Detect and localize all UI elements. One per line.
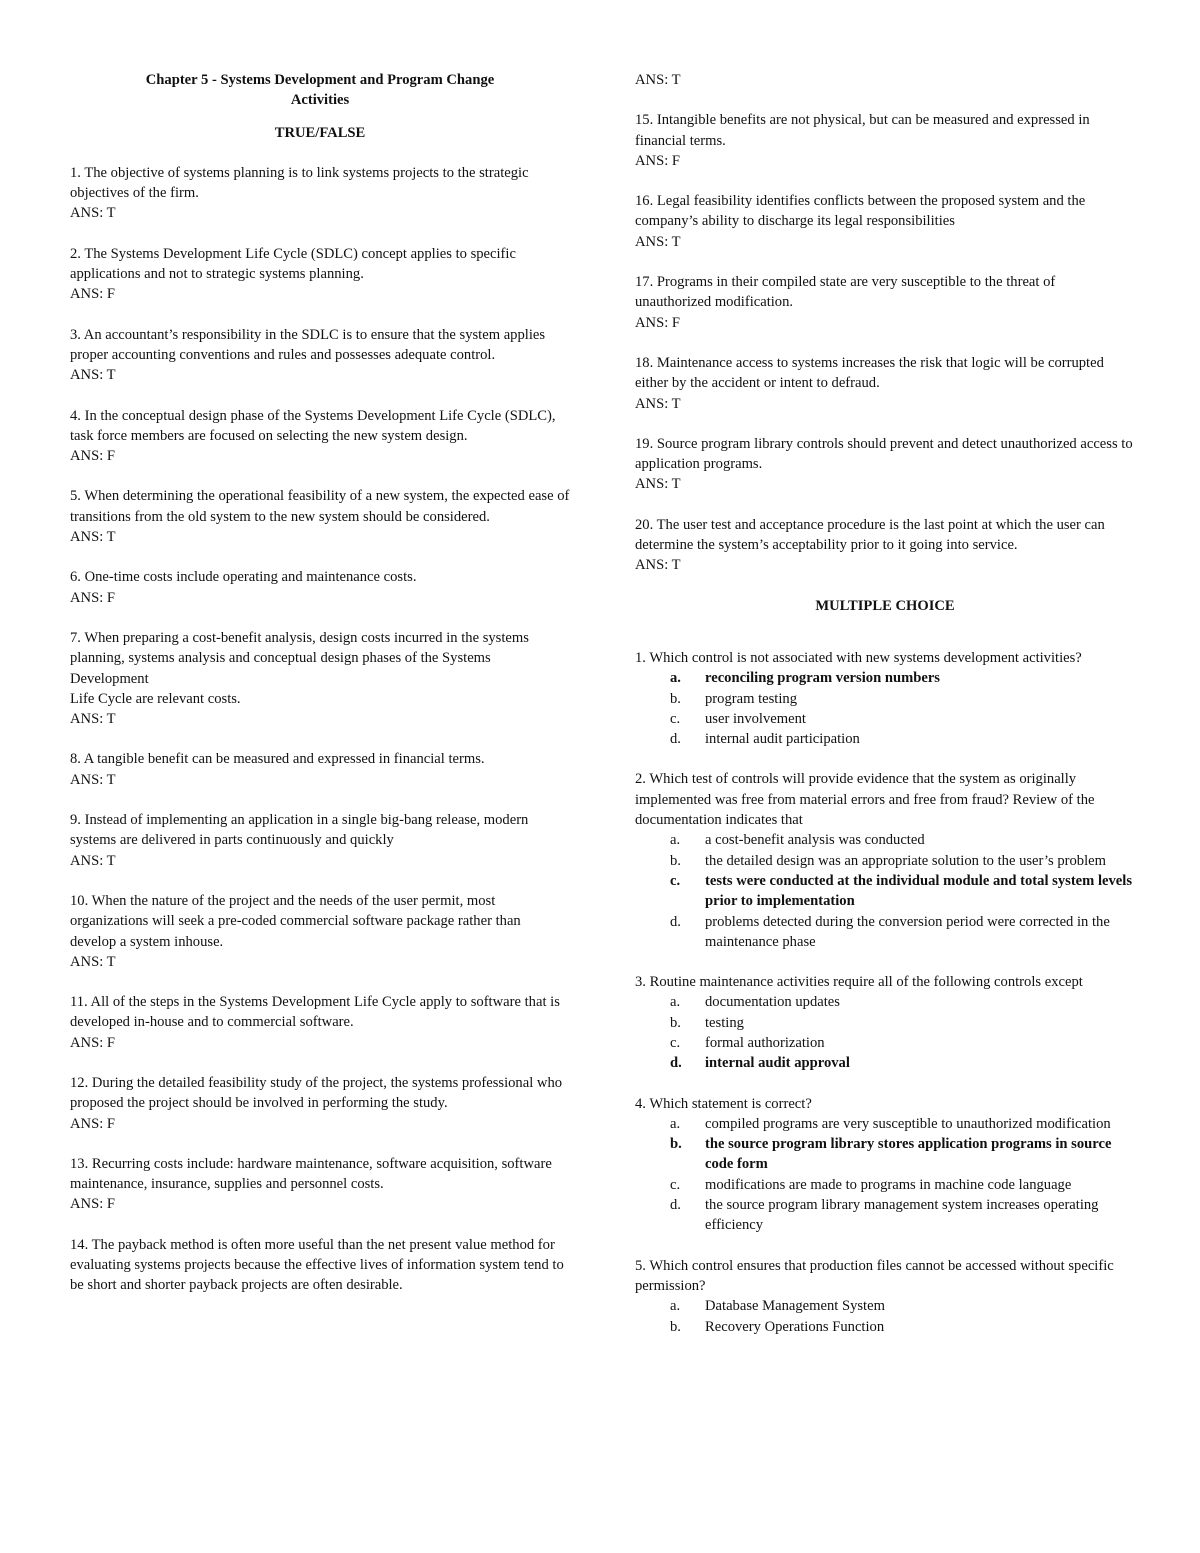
tf-question-1: 1. The objective of systems planning is to link systems projects to the strategic objectives of the firm. ANS: T: [70, 163, 570, 224]
mc-question-3: 3. Routine maintenance activities require all of the following controls except a. documentation updates b. testing c. formal authorization d. internal audit approval: [635, 972, 1135, 1073]
mc-option: d. internal audit approval: [670, 1055, 850, 1072]
answer: ANS: F: [70, 286, 116, 303]
answer: ANS: F: [70, 1196, 116, 1213]
page-title: [70, 70, 570, 111]
tf-question-4: 4. In the conceptual design phase of the Systems Development Life Cycle (SDLC), task force members are focused on selecting the new system design. ANS: F: [70, 406, 570, 467]
answer: ANS: T: [70, 852, 116, 869]
tf-question-13: 13. Recurring costs include: hardware maintenance, software acquisition, software maintenance, insurance, supplies and personnel costs. ANS: F: [70, 1154, 570, 1215]
mc-question-5: 5. Which control ensures that production files cannot be accessed without specific permission? a. Database Management System b. Recovery Operations Function: [635, 1256, 1135, 1337]
answer: ANS: F: [70, 589, 116, 606]
multiple-choice-heading: MULTIPLE CHOICE: [815, 597, 955, 614]
tf-question-10: 10. When the nature of the project and the needs of the user permit, most organizations will seek a pre-coded commercial software package rather than develop a system inhouse. ANS: T: [70, 891, 570, 972]
mc-question-1: 1. Which control is not associated with new systems development activities? a. reconciling program version numbers b. program testing c. user involvement d. internal audit participation: [635, 648, 1135, 749]
answer: ANS: F: [70, 1034, 116, 1051]
answer: ANS: T: [70, 367, 116, 384]
mc-option: c. formal authorization: [670, 1034, 825, 1051]
answer: ANS: T: [70, 529, 116, 546]
mc-question-4: 4. Which statement is correct? a. compiled programs are very susceptible to unauthorized modification b. the source program library stores application programs in source code form c. modifications are made to programs in machine code language d. the source program library management system increases operating efficiency: [635, 1094, 1135, 1236]
question-14-answer: ANS: T: [635, 72, 681, 88]
tf-question-3: 3. An accountant’s responsibility in the SDLC is to ensure that the system applies proper accounting conventions and rules and possesses adequate control. ANS: T: [70, 325, 570, 386]
mc-option: a. reconciling program version numbers: [670, 670, 940, 687]
tf-question-19: 19. Source program library controls should prevent and detect unauthorized access to application programs. ANS: T: [635, 434, 1135, 495]
tf-question-12: 12. During the detailed feasibility study of the project, the systems professional who proposed the project should be involved in performing the study. ANS: F: [70, 1073, 570, 1134]
left-column: [70, 70, 570, 1316]
mc-option: d. problems detected during the conversion period were corrected in the maintenance phase: [670, 913, 1110, 950]
title-line-2: Activities: [290, 92, 350, 109]
mc-option: a. Database Management System: [670, 1298, 885, 1315]
tf-question-14: 14. The payback method is often more useful than the net present value method for evaluating systems projects because the effective lives of information system tend to be short and shorter payback projects are often desirable.: [70, 1236, 564, 1294]
mc-option: b. testing: [670, 1014, 744, 1031]
answer: ANS: T: [70, 205, 116, 222]
mc-option: a. documentation updates: [670, 994, 840, 1011]
answer: ANS: T: [70, 771, 116, 788]
tf-question-7: 7. When preparing a cost-benefit analysis, design costs incurred in the systems planning, systems analysis and conceptual design phases of the Systems Development Life Cycle are relevant costs. ANS: T: [70, 628, 570, 729]
mc-option: a. compiled programs are very susceptible to unauthorized modification: [670, 1115, 1111, 1132]
tf-question-20: 20. The user test and acceptance procedure is the last point at which the user can determine the system’s acceptability prior to it going into service. ANS: T: [635, 515, 1135, 576]
answer: ANS: T: [70, 953, 116, 970]
title-line-1: Chapter 5 - Systems Development and Program Change: [145, 72, 495, 88]
answer: ANS: T: [635, 557, 681, 574]
tf-question-9: 9. Instead of implementing an application in a single big-bang release, modern systems are delivered in parts continuously and quickly ANS: T: [70, 810, 570, 871]
true-false-heading: TRUE/FALSE: [274, 124, 366, 141]
mc-question-2: 2. Which test of controls will provide evidence that the system as originally implemented was free from material errors and free from fraud? Review of the documentation indicates that a. a cost-benefit analysis was conducted b. the detailed design was an appropriate solution to the user’s problem c. tests were conducted at the individual module and total system levels prior to implementation d. problems detected during the conversion period were corrected in the maintenance phase: [635, 769, 1135, 952]
answer: ANS: T: [70, 711, 116, 728]
tf-question-16: 16. Legal feasibility identifies conflicts between the proposed system and the company’s ability to discharge its legal responsibilities ANS: T: [635, 191, 1135, 252]
tf-question-6: 6. One-time costs include operating and maintenance costs. ANS: F: [70, 567, 570, 608]
answer: ANS: F: [635, 152, 681, 169]
tf-question-15: 15. Intangible benefits are not physical, but can be measured and expressed in financial terms. ANS: F: [635, 110, 1135, 171]
mc-option: d. internal audit participation: [670, 731, 860, 748]
mc-option: b. program testing: [670, 690, 798, 707]
tf-question-11: 11. All of the steps in the Systems Development Life Cycle apply to software that is developed in-house and to commercial software. ANS: F: [70, 992, 570, 1053]
tf-question-5: 5. When determining the operational feasibility of a new system, the expected ease of transitions from the old system to the new system should be considered. ANS: T: [70, 486, 570, 547]
tf-question-18: 18. Maintenance access to systems increases the risk that logic will be corrupted either by the accident or intent to defraud. ANS: T: [635, 353, 1135, 414]
answer: ANS: T: [635, 233, 681, 250]
mc-option: b. the detailed design was an appropriate solution to the user’s problem: [670, 852, 1106, 869]
mc-option: b. Recovery Operations Function: [670, 1318, 885, 1335]
answer: ANS: F: [70, 448, 116, 465]
mc-option: c. user involvement: [670, 710, 806, 727]
answer: ANS: T: [635, 395, 681, 412]
tf-question-8: 8. A tangible benefit can be measured and expressed in financial terms. ANS: T: [70, 749, 570, 790]
answer: ANS: F: [70, 1115, 116, 1132]
tf-question-17: 17. Programs in their compiled state are very susceptible to the threat of unauthorized modification. ANS: F: [635, 272, 1135, 333]
mc-option: c. tests were conducted at the individual module and total system levels prior to implementation: [670, 872, 1132, 910]
mc-option: c. modifications are made to programs in machine code language: [670, 1176, 1072, 1193]
right-column: [635, 70, 1135, 1357]
mc-option: d. the source program library management system increases operating efficiency: [670, 1197, 1099, 1234]
tf-question-2: 2. The Systems Development Life Cycle (SDLC) concept applies to specific applications and not to strategic systems planning. ANS: F: [70, 244, 570, 305]
answer: ANS: T: [635, 476, 681, 493]
answer: ANS: F: [635, 314, 681, 331]
mc-option: b. the source program library stores application programs in source code form: [670, 1136, 1112, 1173]
mc-option: a. a cost-benefit analysis was conducted: [670, 832, 925, 849]
